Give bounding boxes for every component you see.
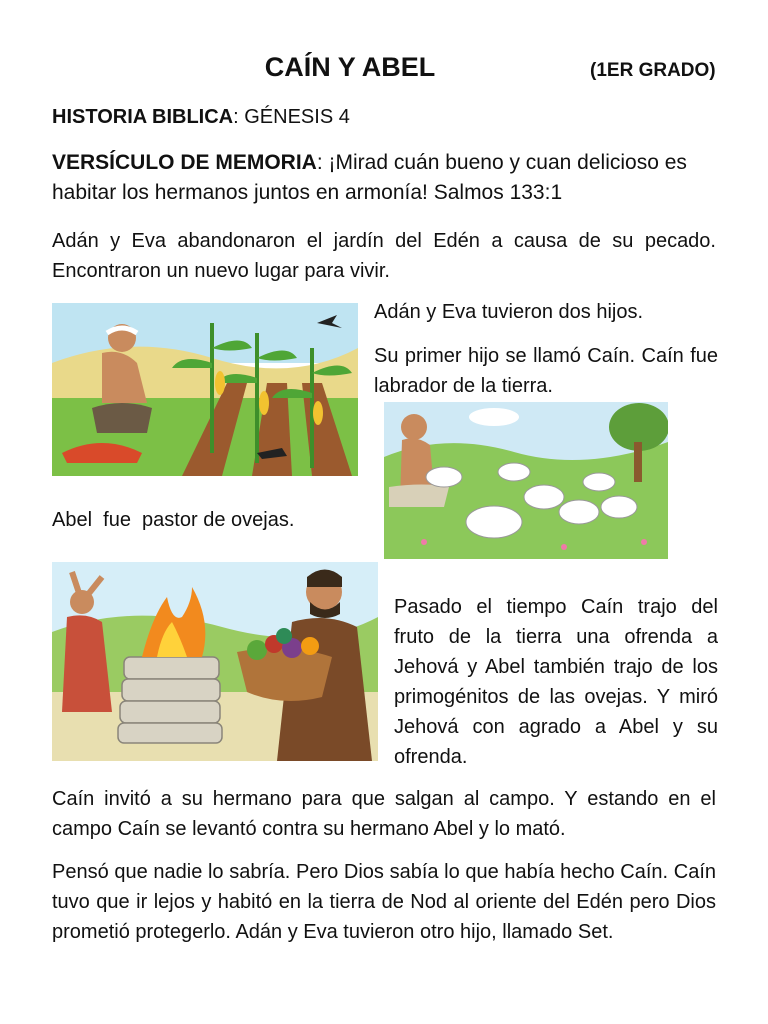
abel-paragraph: Abel fue pastor de ovejas.: [52, 509, 295, 531]
intro-paragraph: Adán y Eva abandonaron el jardín del Edén a causa de su pecado. Encontraron un nuevo lugar para vivir.: [52, 230, 716, 282]
abel-shepherd-illustration: [384, 402, 668, 559]
first-son-paragraph: Su primer hijo se llamó Caín. Caín fue labrador de la tierra.: [374, 345, 718, 397]
verse-label: VERSÍCULO DE MEMORIA: [52, 151, 317, 174]
cain-farming-illustration: [52, 303, 358, 476]
page-title: CAÍN Y ABEL: [264, 52, 436, 82]
grade-label: (1ER GRADO): [590, 60, 716, 81]
verse-text: : ¡Mirad cuán bueno y cuan delicioso es habitar los hermanos juntos en armonía! Salmos 133:1: [52, 151, 687, 204]
offering-illustration: [52, 562, 378, 761]
story-label: HISTORIA BIBLICA: [52, 106, 234, 128]
story-reference: [52, 102, 350, 132]
offering-paragraph: Pasado el tiempo Caín trajo del fruto de la tierra una ofrenda a Jehová y Abel también trajo de los primogénitos de las ovejas. Y miró Jehová con agrado a Abel y su ofrenda.: [394, 596, 718, 768]
two-sons-paragraph: Adán y Eva tuvieron dos hijos.: [374, 301, 644, 323]
nod-paragraph: Pensó que nadie lo sabría. Pero Dios sabía lo que había hecho Caín. Caín tuvo que ir lejos y habitó en la tierra de Nod al oriente del Edén pero Dios prometió protegerlo. Adán y Eva tuvieron otro hijo, llamado Set.: [52, 861, 716, 943]
memory-verse: [52, 148, 718, 208]
story-ref: : GÉNESIS 4: [233, 106, 350, 128]
invite-paragraph: Caín invitó a su hermano para que salgan al campo. Y estando en el campo Caín se levantó contra su hermano Abel y lo mató.: [52, 788, 716, 840]
